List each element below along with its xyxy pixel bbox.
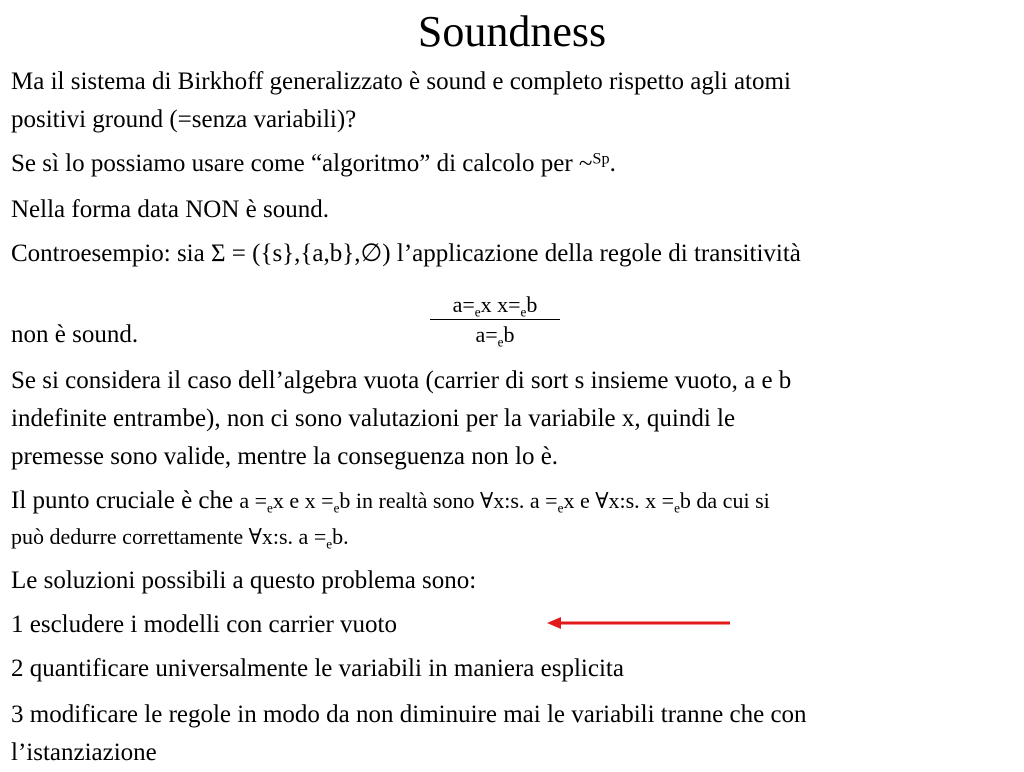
text-line [11, 482, 1013, 520]
paragraph-algorithm [11, 145, 1013, 183]
text-run: può dedurre correttamente ∀x:s. a = [11, 524, 327, 549]
rule-subscript: e [474, 304, 481, 320]
text-run: x e ∀x:s. x = [563, 488, 675, 513]
text-line: 3 modificare le regole in modo da non diminuire mai le variabili tranne che con [11, 701, 807, 728]
text-run: b in realtà sono ∀x:s. a = [339, 488, 558, 513]
text-run: a = [239, 488, 268, 513]
subscript-e: e [326, 536, 333, 552]
solution-item-2: 2 quantificare universalmente le variabili in maniera esplicita [11, 655, 624, 682]
rule-text: a= [452, 292, 475, 317]
text-run: Il punto cruciale è che [11, 487, 240, 514]
rule-subscript: e [497, 334, 504, 350]
text-run: b. [332, 524, 349, 549]
subscript-e: e [557, 500, 564, 516]
solution-item-3 [11, 696, 1013, 772]
slide-title: Soundness [417, 7, 607, 56]
arrow-head [547, 617, 561, 629]
text-line: l’istanziazione [11, 739, 157, 766]
text-run: Se sì lo possiamo usare come “algoritmo” di calcolo per ~ [11, 150, 593, 177]
text-line: positivi ground (=senza variabili)? [11, 106, 357, 133]
paragraph-empty-algebra [11, 362, 1013, 476]
text-line: Ma il sistema di Birkhoff generalizzato è sound e completo rispetto agli atomi [11, 68, 791, 95]
text-run: . [609, 150, 616, 177]
subscript-e: e [267, 500, 273, 516]
text-run: b da cui si [679, 488, 770, 513]
subscript-e: e [333, 500, 340, 516]
superscript-sp: Sp [592, 149, 610, 168]
rule-text: b [526, 292, 538, 317]
rule-text: x [480, 292, 492, 317]
paragraph-non-sound: non è sound. [11, 321, 139, 348]
text-line: Se si considera il caso dell’algebra vuota (carrier di sort s insieme vuoto, a e b [11, 367, 792, 394]
paragraph-question [11, 63, 1013, 139]
paragraph-counterexample: Controesempio: sia Σ = ({s},{a,b},∅) l’applicazione della regole di transitività [11, 240, 801, 267]
paragraph-crucial-point [11, 482, 1013, 554]
rule-text: b [503, 322, 515, 347]
arrow-left-icon [545, 612, 735, 634]
rule-subscript: e [520, 304, 527, 320]
text-line: indefinite entrambe), non ci sono valutazioni per la variabile x, quindi le [11, 405, 736, 432]
text-run: x e x = [272, 488, 334, 513]
rule-text: a= [475, 322, 498, 347]
paragraph-not-sound: Nella forma data NON è sound. [11, 196, 329, 223]
paragraph-solutions-intro: Le soluzioni possibili a questo problema sono: [11, 567, 477, 594]
solution-item-1: 1 escludere i modelli con carrier vuoto [11, 611, 397, 638]
text-line: premesse sono valide, mentre la conseguenza non lo è. [11, 443, 559, 470]
rule-premises [420, 292, 570, 318]
subscript-e: e [674, 500, 680, 516]
rule-text: x= [497, 292, 521, 317]
text-line [11, 520, 1013, 554]
